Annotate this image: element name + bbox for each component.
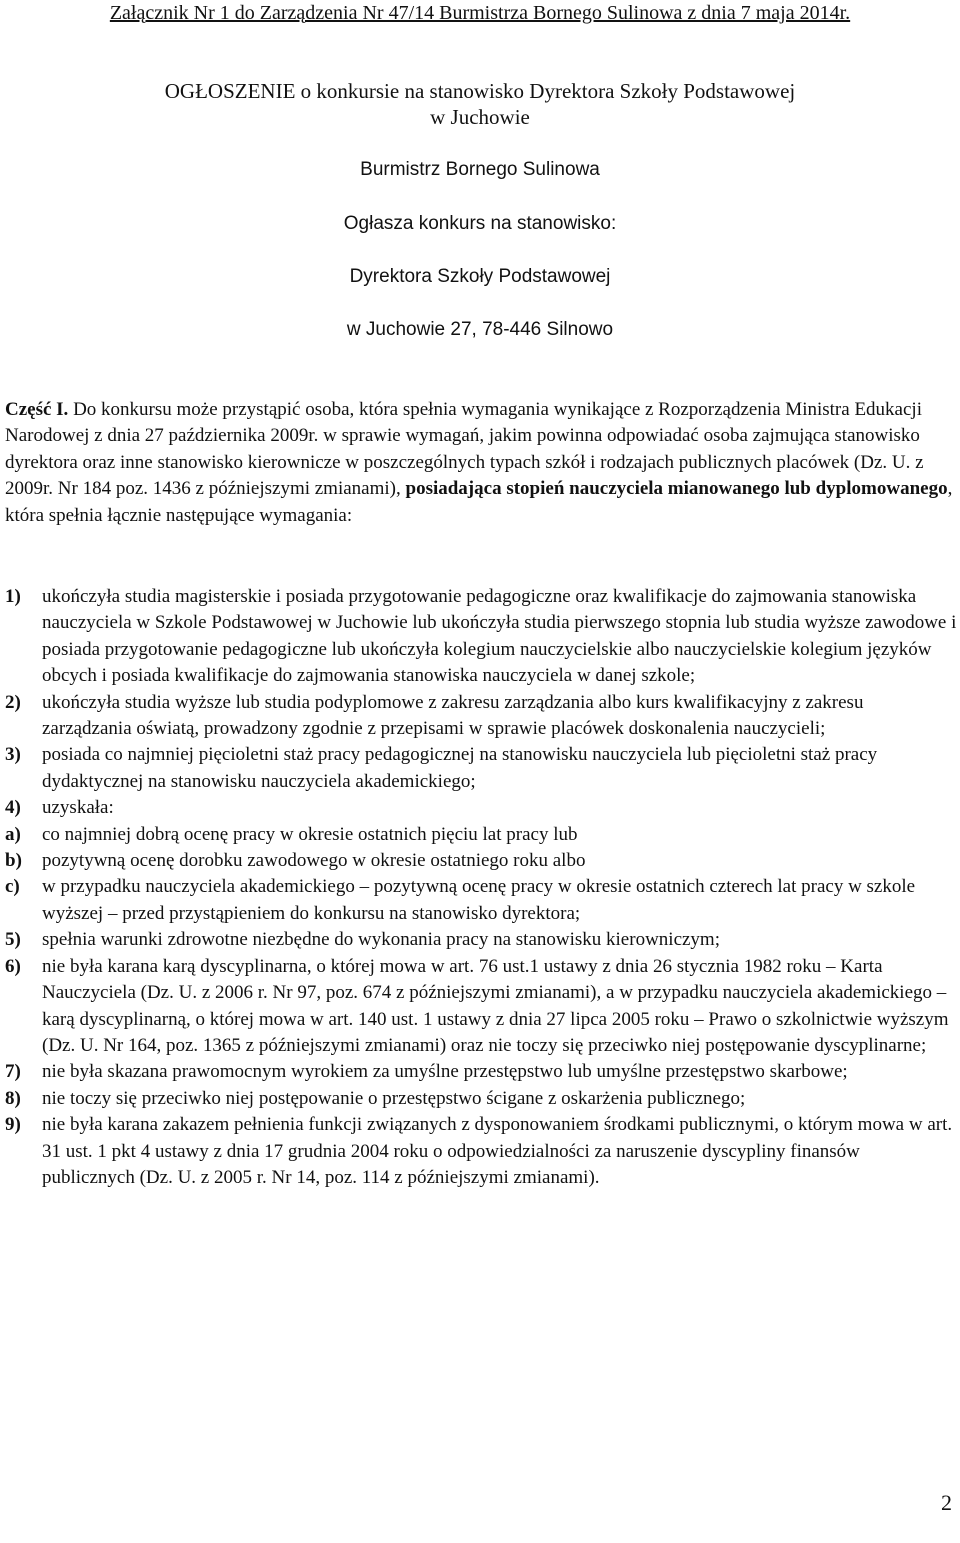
list-item: [5, 690, 957, 743]
list-item: [5, 874, 957, 927]
section-label: Część I.: [5, 399, 69, 420]
list-item: [5, 795, 957, 821]
item-text: pozytywną ocenę dorobku zawodowego w okresie ostatniego roku albo: [42, 850, 586, 872]
requirements-list: [5, 584, 957, 1191]
position-title: Dyrektora Szkoły Podstawowej: [349, 266, 611, 287]
item-text: nie była karana karą dyscyplinarna, o której mowa w art. 76 ust.1 ustawy z dnia 26 stycznia 1982 roku – Karta Nauczyciela (Dz. U. z 2006 r. Nr 97, poz. 674 z późniejszymi zmianami), a w przypadku nauczyciela akademickiego – karą dyscyplinarną, o której mowa w art. 140 ust. 1 ustawy z dnia 27 lipca 2005 roku – Prawo o szkolnictwie wyższym (Dz. U. Nr 164, poz. 1365 z późniejszymi zmianami) oraz nie toczy się przeciwko niej postępowanie dyscyplinarne;: [42, 955, 949, 1056]
announces-line: Ogłasza konkurs na stanowisko:: [343, 213, 617, 234]
announcement-title-location: w Juchowie: [430, 105, 530, 129]
list-item: [5, 954, 957, 1060]
item-text: ukończyła studia magisterskie i posiada przygotowanie pedagogiczne oraz kwalifikacje do zajmowania stanowiska nauczyciela w Szkole Podstawowej w Juchowie lub ukończyła studia pierwszego stopnia lub studia wyższe zawodowe i posiada przygotowanie pedagogiczne lub ukończyła kolegium nauczycielskie albo nauczycielskie kolegium języków obcych i posiada kwalifikacje do zajmowania stanowiska nauczyciela w danej szkole;: [42, 586, 957, 687]
item-number: 2): [5, 691, 21, 713]
list-item: [5, 1059, 957, 1085]
item-number: 6): [5, 955, 21, 977]
item-text: nie była skazana prawomocnym wyrokiem za umyślne przestępstwo lub umyślne przestępstwo skarbowe;: [42, 1061, 848, 1083]
intro-tail: , która spełnia łącznie następujące wymagania:: [5, 478, 953, 526]
item-number: b): [5, 850, 22, 872]
item-number: 8): [5, 1087, 21, 1109]
list-item: [5, 848, 957, 874]
item-number: a): [5, 823, 21, 845]
item-text: nie była karana zakazem pełnienia funkcji związanych z dysponowaniem środkami publicznymi, o którym mowa w art. 31 ust. 1 pkt 4 ustawy z dnia 17 grudnia 2004 roku o odpowiedzialności za naruszenie dyscypliny finansów publicznych (Dz. U. z 2005 r. Nr 14, poz. 114 z późniejszymi zmianami).: [42, 1114, 953, 1188]
list-item: [5, 1112, 957, 1191]
intro-text: Do konkursu może przystąpić osoba, która spełnia wymagania wynikające z Rozporządzenia Ministra Edukacji Narodowej z dnia 27 października 2009r. w sprawie wymagań, jakim powinna odpowiadać osoba zajmująca stanowisko dyrektora oraz inne stanowisko kierownicze w poszczególnych typach szkół i rodzajach publicznych placówek (Dz. U. z 2009r. Nr 184 poz. 1436 z późniejszymi zmianami),: [5, 399, 924, 500]
list-item: [5, 1086, 957, 1112]
item-number: 1): [5, 586, 21, 607]
list-item: [5, 927, 957, 953]
school-address: w Juchowie 27, 78-446 Silnowo: [346, 319, 614, 340]
intro-paragraph: [5, 397, 957, 529]
item-number: 4): [5, 797, 21, 819]
list-item: [5, 742, 957, 795]
announcement-title: OGŁOSZENIE o konkursie na stanowisko Dyrektora Szkoły Podstawowej: [164, 79, 796, 103]
item-number: 9): [5, 1114, 21, 1136]
item-number: 3): [5, 744, 21, 766]
item-text: ukończyła studia wyższe lub studia podyplomowe z zakresu zarządzania albo kurs kwalifikacyjny z zakresu zarządzania oświatą, prowadzony zgodnie z przepisami w sprawie placówek doskonalenia nauczycieli;: [42, 691, 864, 740]
item-number: 5): [5, 929, 21, 951]
page-number: 2: [941, 1490, 952, 1515]
list-item: [5, 822, 957, 848]
item-number: 7): [5, 1061, 21, 1083]
item-text: posiada co najmniej pięcioletni staż pracy pedagogicznej na stanowisku nauczyciela lub pięcioletni staż pracy dydaktycznej na stanowisku nauczyciela akademickiego;: [42, 744, 878, 792]
attachment-header: Załącznik Nr 1 do Zarządzenia Nr 47/14 Burmistrza Bornego Sulinowa z dnia 7 maja 2014r.: [109, 2, 851, 24]
item-text: spełnia warunki zdrowotne niezbędne do wykonania pracy na stanowisku kierowniczym;: [42, 929, 720, 951]
item-text: co najmniej dobrą ocenę pracy w okresie ostatnich pięciu lat pracy lub: [42, 823, 578, 845]
item-text: uzyskała:: [42, 797, 114, 819]
issuer: Burmistrz Bornego Sulinowa: [360, 159, 600, 180]
item-number: c): [5, 876, 20, 898]
list-item: [5, 584, 957, 690]
intro-bold-requirement: posiadająca stopień nauczyciela mianowanego lub dyplomowanego: [405, 478, 948, 500]
item-text: w przypadku nauczyciela akademickiego – pozytywną ocenę pracy w okresie ostatnich czterech lat pracy w szkole wyższej – przed przystąpieniem do konkursu na stanowisko dyrektora;: [42, 876, 916, 924]
item-text: nie toczy się przeciwko niej postępowanie o przestępstwo ścigane z oskarżenia publicznego;: [42, 1087, 746, 1109]
